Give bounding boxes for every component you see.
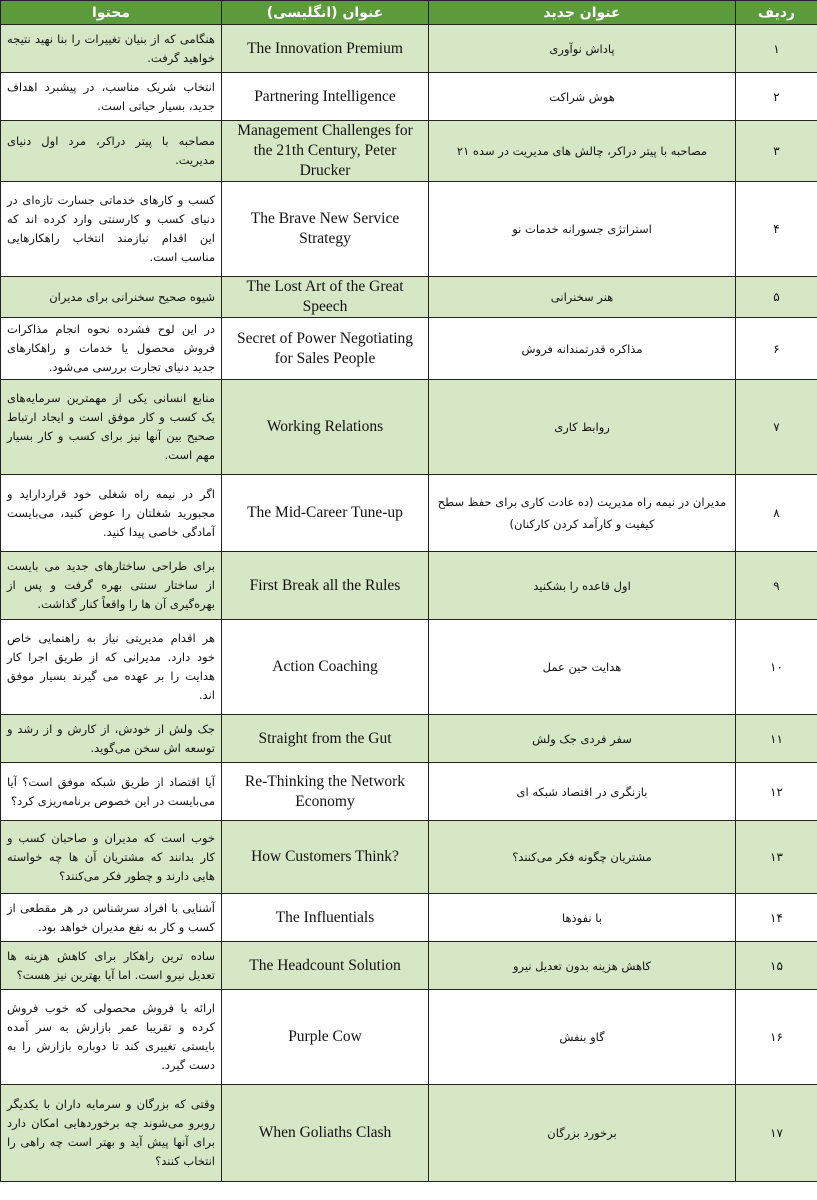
new-title-cell: سفر فردی جک ولش bbox=[429, 715, 736, 763]
table-row bbox=[1, 894, 817, 942]
content-cell: در این لوح فشرده نحوه انجام مذاکرات فروش محصول یا خدمات و راهکارهای جدید دنیای تجارت بررسی می‌شود. bbox=[1, 318, 222, 380]
table-row bbox=[1, 121, 817, 182]
row-number-cell: ۱۷ bbox=[736, 1085, 817, 1182]
row-number-cell: ۱ bbox=[736, 25, 817, 73]
english-title-cell: How Customers Think? bbox=[222, 821, 429, 894]
content-cell: وقتی که بزرگان و سرمایه داران با یکدیگر روبرو می‌شوند چه برخوردهایی امکان دارد برای آنها پیش آید و بهتر است چه راهی را انتخاب کنند؟ bbox=[1, 1085, 222, 1182]
english-title-cell: When Goliaths Clash bbox=[222, 1085, 429, 1182]
row-number-cell: ۲ bbox=[736, 73, 817, 121]
table-row bbox=[1, 990, 817, 1085]
new-title-cell: گاو بنفش bbox=[429, 990, 736, 1085]
new-title-cell: کاهش هزینه بدون تعدیل نیرو bbox=[429, 942, 736, 990]
new-title-cell: مدیران در نیمه راه مدیریت (ده عادت کاری برای حفظ سطح کیفیت و کارآمد کردن کارکنان) bbox=[429, 475, 736, 552]
header-content: محتوا bbox=[1, 1, 222, 25]
content-cell: کسب و کارهای خدماتی جسارت تازه‌ای در دنیای کسب و کارسنتی وارد کرده اند که این اقدام نیازمند انتخاب راهکارهایی مناسب است. bbox=[1, 182, 222, 277]
table-row bbox=[1, 1085, 817, 1182]
header-row-number: ردیف bbox=[736, 1, 817, 25]
content-cell: برای طراحی ساختارهای جدید می بایست از ساختار سنتی بهره گرفت و پس از بهره‌گیری آن ها را واقعاً کنار گذاشت. bbox=[1, 552, 222, 620]
content-cell: مصاحبه با پیتر دراکر، مرد اول دنیای مدیریت. bbox=[1, 121, 222, 182]
row-number-cell: ۱۶ bbox=[736, 990, 817, 1085]
table-row bbox=[1, 821, 817, 894]
table-row bbox=[1, 942, 817, 990]
english-title-cell: Purple Cow bbox=[222, 990, 429, 1085]
english-title-cell: Management Challenges for the 21th Century, Peter Drucker bbox=[222, 121, 429, 182]
english-title-cell: The Influentials bbox=[222, 894, 429, 942]
english-title-cell: Action Coaching bbox=[222, 620, 429, 715]
content-cell: ساده ترین راهکار برای کاهش هزینه ها تعدیل نیرو است. اما آیا بهترین نیز هست؟ bbox=[1, 942, 222, 990]
table-row bbox=[1, 620, 817, 715]
table-row bbox=[1, 25, 817, 73]
table-row bbox=[1, 318, 817, 380]
row-number-cell: ۱۳ bbox=[736, 821, 817, 894]
content-cell: جک ولش از خودش، از کارش و از رشد و توسعه اش سخن می‌گوید. bbox=[1, 715, 222, 763]
content-cell: آشنایی با افراد سرشناس در هر مقطعی از کسب و کار به نفع مدیران خواهد بود. bbox=[1, 894, 222, 942]
table-row bbox=[1, 380, 817, 475]
row-number-cell: ۳ bbox=[736, 121, 817, 182]
english-title-cell: Re-Thinking the Network Economy bbox=[222, 763, 429, 821]
english-title-cell: Secret of Power Negotiating for Sales People bbox=[222, 318, 429, 380]
new-title-cell: اول قاعده را بشکنید bbox=[429, 552, 736, 620]
content-cell: خوب است که مدیران و صاحبان کسب و کار بدانند که مشتریان آن ها چه خواسته هایی دارند و چطور فکر می‌کنند؟ bbox=[1, 821, 222, 894]
row-number-cell: ۱۵ bbox=[736, 942, 817, 990]
new-title-cell: هدایت حین عمل bbox=[429, 620, 736, 715]
new-title-cell: برخورد بزرگان bbox=[429, 1085, 736, 1182]
table-body bbox=[1, 25, 817, 1182]
english-title-cell: Working Relations bbox=[222, 380, 429, 475]
table-row bbox=[1, 73, 817, 121]
content-cell: شیوه صحیح سخنرانی برای مدیران bbox=[1, 277, 222, 318]
header-english-title: عنوان (انگلیسی) bbox=[222, 1, 429, 25]
row-number-cell: ۱۱ bbox=[736, 715, 817, 763]
content-cell: هر اقدام مدیریتی نیاز به راهنمایی خاص خود دارد. مدیرانی که از طریق اجرا کار هدایت را بر عهده می گیرند بسیار موفق اند. bbox=[1, 620, 222, 715]
row-number-cell: ۹ bbox=[736, 552, 817, 620]
table-row bbox=[1, 475, 817, 552]
new-title-cell: استراتژی جسورانه خدمات نو bbox=[429, 182, 736, 277]
content-cell: منابع انسانی یکی از مهمترین سرمایه‌های یک کسب و کار موفق است و ایجاد ارتباط صحیح بین آنها نیز برای کسب و کار بسیار مهم است. bbox=[1, 380, 222, 475]
english-title-cell: The Brave New Service Strategy bbox=[222, 182, 429, 277]
table-row bbox=[1, 715, 817, 763]
new-title-cell: مصاحبه با پیتر دراکر، چالش های مدیریت در سده ۲۱ bbox=[429, 121, 736, 182]
row-number-cell: ۵ bbox=[736, 277, 817, 318]
new-title-cell: روابط کاری bbox=[429, 380, 736, 475]
header-new-title: عنوان جدید bbox=[429, 1, 736, 25]
content-cell: هنگامی که از بنیان تغییرات را بنا نهید نتیجه خواهید گرفت. bbox=[1, 25, 222, 73]
new-title-cell: هوش شراکت bbox=[429, 73, 736, 121]
english-title-cell: The Lost Art of the Great Speech bbox=[222, 277, 429, 318]
row-number-cell: ۴ bbox=[736, 182, 817, 277]
table-row bbox=[1, 277, 817, 318]
table-row bbox=[1, 182, 817, 277]
new-title-cell: با نفوذها bbox=[429, 894, 736, 942]
new-title-cell: بازنگری در اقتصاد شبکه ای bbox=[429, 763, 736, 821]
english-title-cell: First Break all the Rules bbox=[222, 552, 429, 620]
row-number-cell: ۱۲ bbox=[736, 763, 817, 821]
content-cell: اگر در نیمه راه شغلی خود قرارداراید و مجبورید شغلتان را عوض کنید، می‌بایست آمادگی خاصی پیدا کنید. bbox=[1, 475, 222, 552]
new-title-cell: هنر سخنرانی bbox=[429, 277, 736, 318]
table-row bbox=[1, 763, 817, 821]
content-cell: ارائه یا فروش محصولی که خوب فروش کرده و تقریبا عمر بازارش به سر آمده بایستی تغییری کند تا دوباره بازارش را به دست گیرد. bbox=[1, 990, 222, 1085]
english-title-cell: The Innovation Premium bbox=[222, 25, 429, 73]
row-number-cell: ۸ bbox=[736, 475, 817, 552]
table-row bbox=[1, 552, 817, 620]
english-title-cell: Straight from the Gut bbox=[222, 715, 429, 763]
english-title-cell: Partnering Intelligence bbox=[222, 73, 429, 121]
english-title-cell: The Headcount Solution bbox=[222, 942, 429, 990]
new-title-cell: مشتریان چگونه فکر می‌کنند؟ bbox=[429, 821, 736, 894]
new-title-cell: پاداش نوآوری bbox=[429, 25, 736, 73]
new-title-cell: مذاکره قدرتمندانه فروش bbox=[429, 318, 736, 380]
row-number-cell: ۶ bbox=[736, 318, 817, 380]
row-number-cell: ۱۰ bbox=[736, 620, 817, 715]
header-row bbox=[1, 1, 817, 25]
row-number-cell: ۷ bbox=[736, 380, 817, 475]
row-number-cell: ۱۴ bbox=[736, 894, 817, 942]
english-title-cell: The Mid-Career Tune-up bbox=[222, 475, 429, 552]
content-cell: آیا اقتصاد از طریق شبکه موفق است؟ آیا می‌بایست در این خصوص برنامه‌ریزی کرد؟ bbox=[1, 763, 222, 821]
content-cell: انتخاب شریک مناسب، در پیشبرد اهداف جدید، بسیار حیاتی است. bbox=[1, 73, 222, 121]
